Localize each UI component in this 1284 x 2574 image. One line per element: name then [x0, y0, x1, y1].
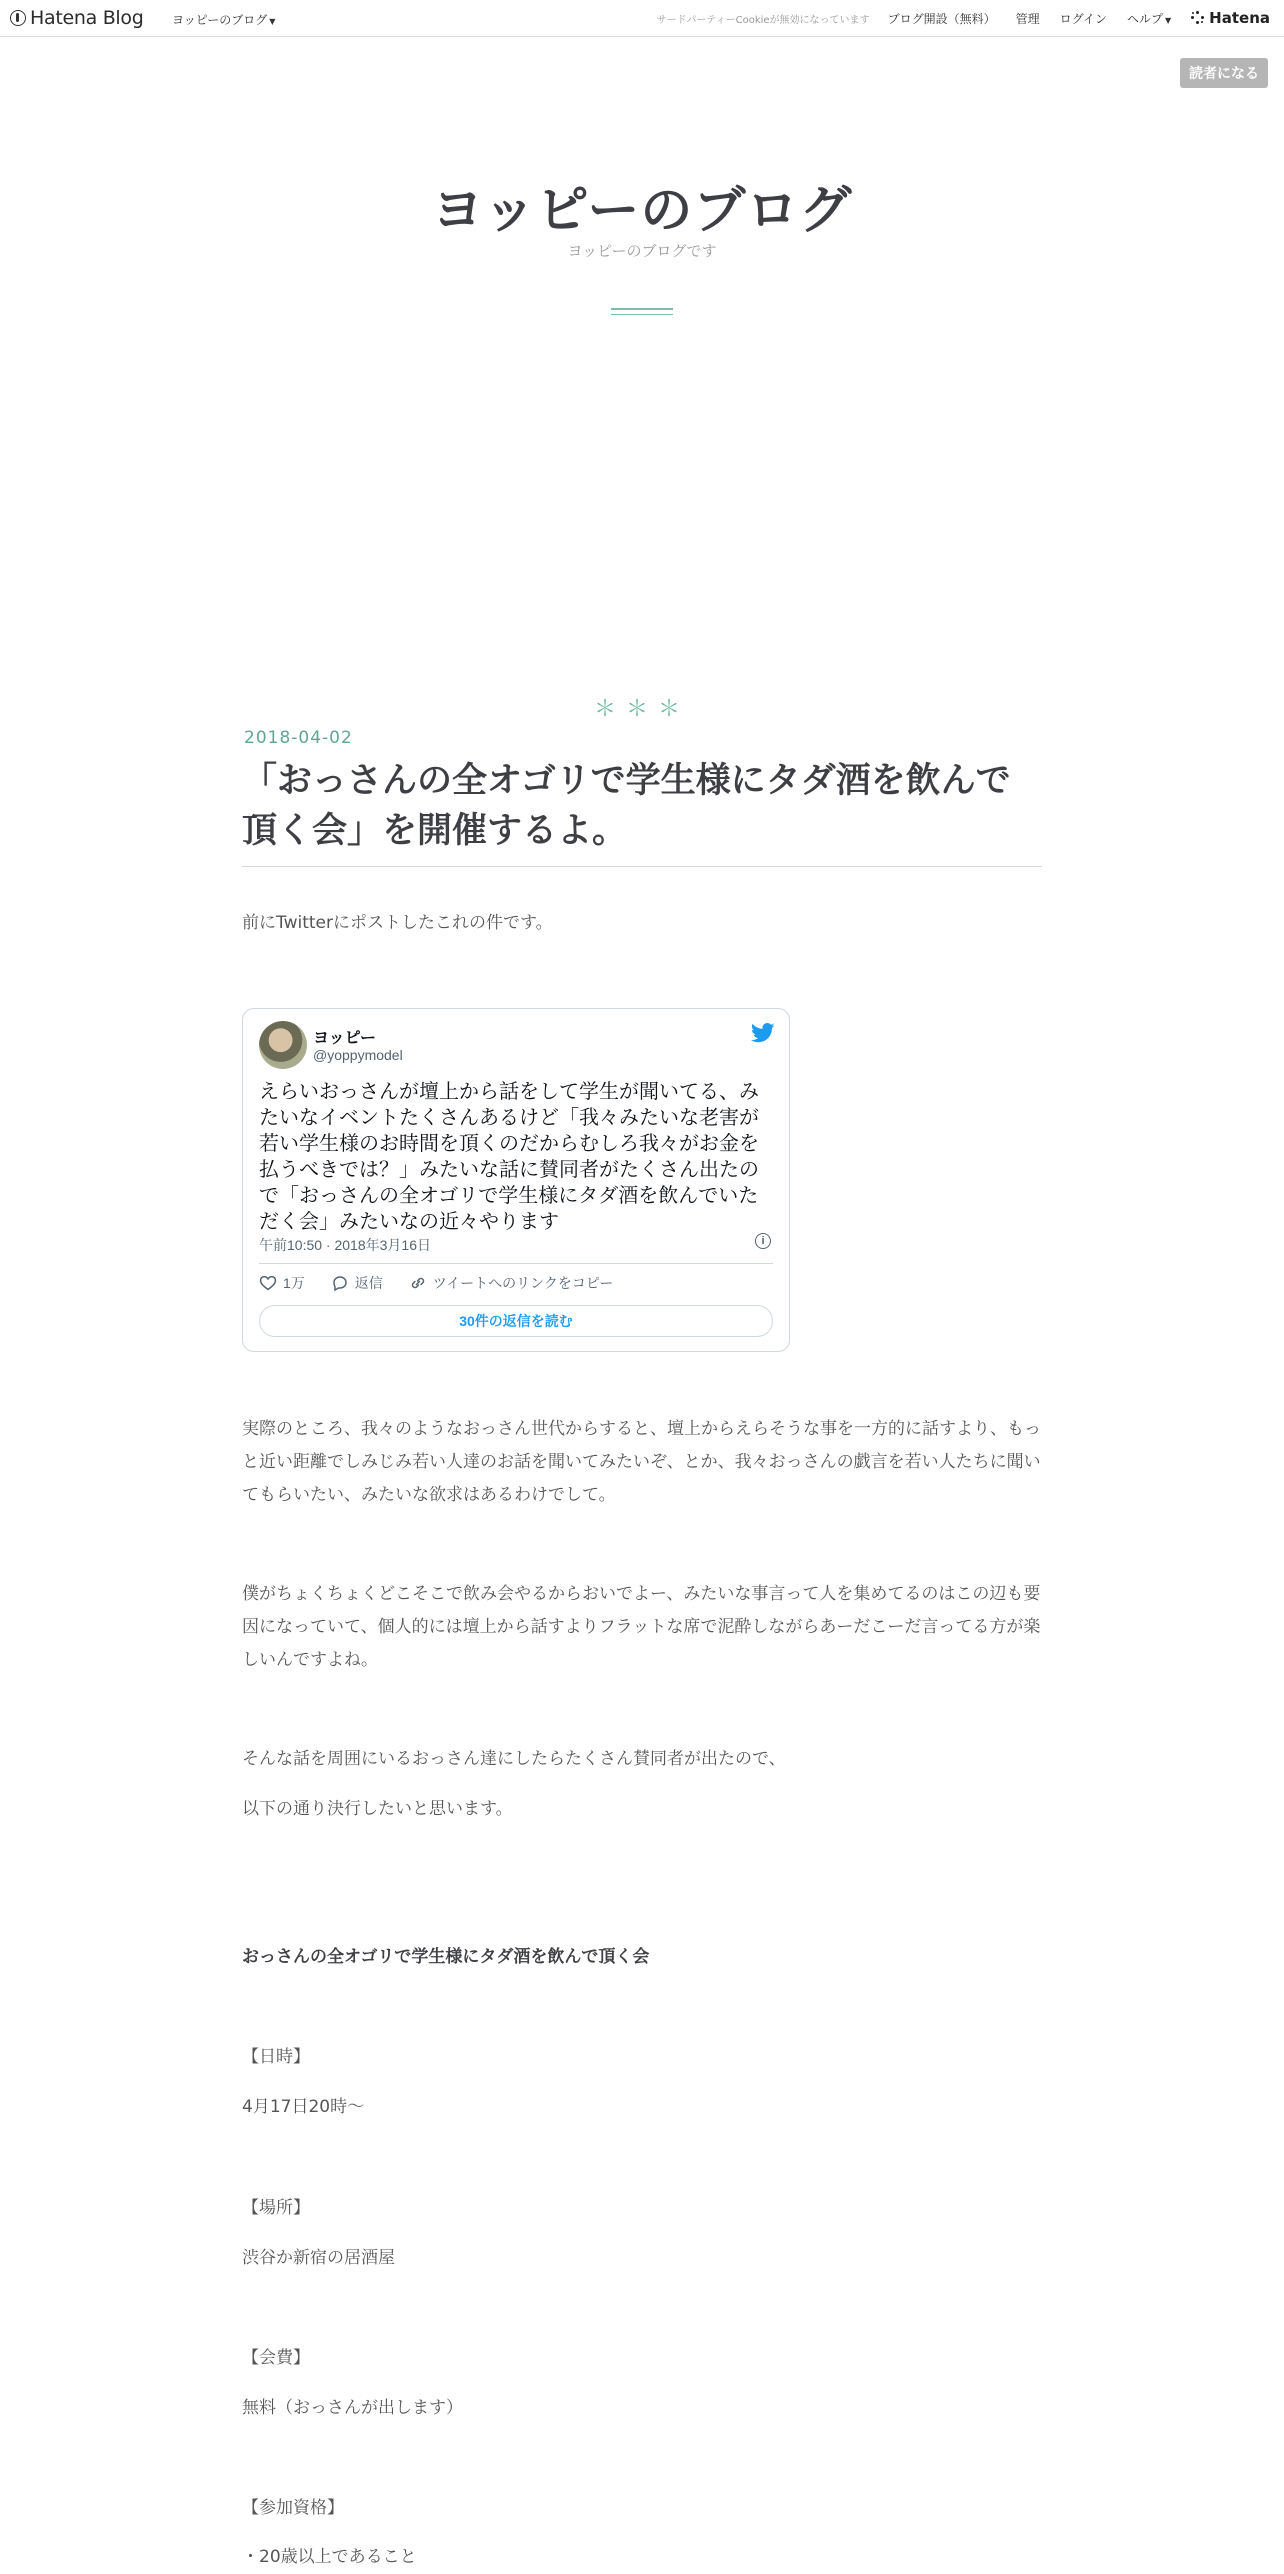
login-link[interactable]: ログイン — [1059, 11, 1107, 26]
reply-icon — [331, 1275, 349, 1291]
event-name: おっさんの全オゴリで学生様にタダ酒を飲んで頂く会 — [242, 1947, 650, 1967]
tweet-author-name[interactable]: ヨッピー — [313, 1030, 377, 1047]
caret-down-icon: ▼ — [1165, 15, 1172, 25]
info-icon[interactable]: i — [755, 1233, 771, 1249]
date-value: 4月17日20時～ — [242, 2097, 365, 2117]
reply-button[interactable] — [331, 1273, 383, 1293]
hatena-blog-logo[interactable] — [10, 7, 144, 29]
subscribe-button[interactable]: 読者になる — [1180, 58, 1268, 88]
tweet-actions — [259, 1273, 639, 1293]
hatena-blog-logo-icon — [10, 10, 26, 26]
entry-title-rule — [242, 866, 1042, 867]
entry-divider-stars: ＊＊＊ — [593, 697, 690, 722]
blog-title[interactable]: ヨッピーのブログ — [431, 181, 853, 241]
entry-intro: 前にTwitterにポストしたこれの件です。 — [242, 913, 553, 933]
fee-label: 【会費】 — [242, 2348, 310, 2368]
twitter-bird-icon[interactable] — [751, 1023, 775, 1048]
header-divider — [611, 308, 673, 310]
entry-title[interactable]: 「おっさんの全オゴリで学生様にタダ酒を飲んで頂く会」を開催するよ。 — [242, 761, 1011, 851]
tweet-divider — [259, 1263, 773, 1264]
place-value: 渋谷か新宿の居酒屋 — [242, 2248, 395, 2268]
help-menu[interactable] — [1127, 10, 1171, 27]
avatar[interactable] — [259, 1021, 307, 1069]
link-icon — [409, 1275, 427, 1291]
create-blog-link[interactable]: ブログ開設（無料） — [887, 11, 996, 26]
copy-link-label: ツイートへのリンクをコピー — [432, 1275, 614, 1291]
copy-link-button[interactable] — [409, 1273, 613, 1293]
place-label: 【場所】 — [242, 2198, 310, 2218]
cookie-notice: サードパーティーCookieが無効になっています — [656, 14, 870, 26]
date-label: 【日時】 — [242, 2047, 310, 2067]
blog-description: ヨッピーのブログです — [567, 242, 717, 260]
logo-text: Hatena Blog — [30, 7, 144, 29]
entry-date[interactable]: 2018-04-02 — [244, 728, 353, 748]
entry-paragraph: そんな話を周囲にいるおっさん達にしたらたくさん賛同者が出たので、 — [242, 1749, 786, 1769]
fee-value: 無料（おっさんが出します） — [242, 2398, 463, 2418]
tweet-text: えらいおっさんが壇上から話をして学生が聞いてる、みたいなイベントたくさんあるけど「我々みたいな老害が若い学生様のお時間を頂くのだからむしろ我々がお金を払うべきでは？」みたいな話に賛同者がたくさん出たので「おっさんの全オゴリで学生様にタダ酒を飲んでいただく会」みたいなの近々やります — [259, 1081, 759, 1233]
read-replies-button[interactable]: 30件の返信を読む — [259, 1305, 773, 1337]
admin-link[interactable]: 管理 — [1015, 11, 1040, 26]
entry-paragraph: 僕がちょくちょくどこそこで飲み会やるからおいでよー、みたいな事言って人を集めてるのはこの辺も要因になっていて、個人的には壇上から話すよりフラットな席で泥酔しながらあーだこーだ言ってる方が楽しいんですよね。 — [242, 1584, 1041, 1670]
entry-paragraph: 以下の通り決行したいと思います。 — [242, 1799, 513, 1819]
global-header — [0, 0, 1284, 37]
heart-icon — [259, 1275, 277, 1291]
header-divider — [611, 314, 673, 315]
embedded-tweet[interactable] — [242, 1008, 790, 1352]
reply-label: 返信 — [354, 1275, 383, 1291]
entry-paragraph: 実際のところ、我々のようなおっさん世代からすると、壇上からえらそうな事を一方的に話すより、もっと近い距離でしみじみ若い人達のお話を聞いてみたいぞ、とか、我々おっさんの戯言を若い人たちに聞いてもらいたい、みたいな欲求はあるわけでして。 — [242, 1419, 1041, 1505]
hatena-dots-icon — [1191, 11, 1205, 25]
qualification-value: ・20歳以上であること — [242, 2547, 417, 2567]
global-header-right — [657, 0, 1270, 36]
qualification-label: 【参加資格】 — [242, 2498, 344, 2518]
tweet-author-handle[interactable]: @yoppymodel — [313, 1047, 403, 1063]
like-button[interactable] — [259, 1273, 305, 1293]
caret-down-icon: ▼ — [269, 17, 276, 26]
blog-menu-dropdown[interactable] — [172, 11, 275, 28]
hatena-label: Hatena — [1209, 9, 1270, 27]
tweet-timestamp[interactable]: 午前10:50 · 2018年3月16日 — [259, 1237, 431, 1253]
help-label: ヘルプ — [1127, 11, 1164, 26]
hatena-menu[interactable] — [1191, 9, 1270, 27]
blog-menu-label: ヨッピーのブログ — [172, 13, 268, 27]
like-count: 1万 — [283, 1275, 305, 1291]
